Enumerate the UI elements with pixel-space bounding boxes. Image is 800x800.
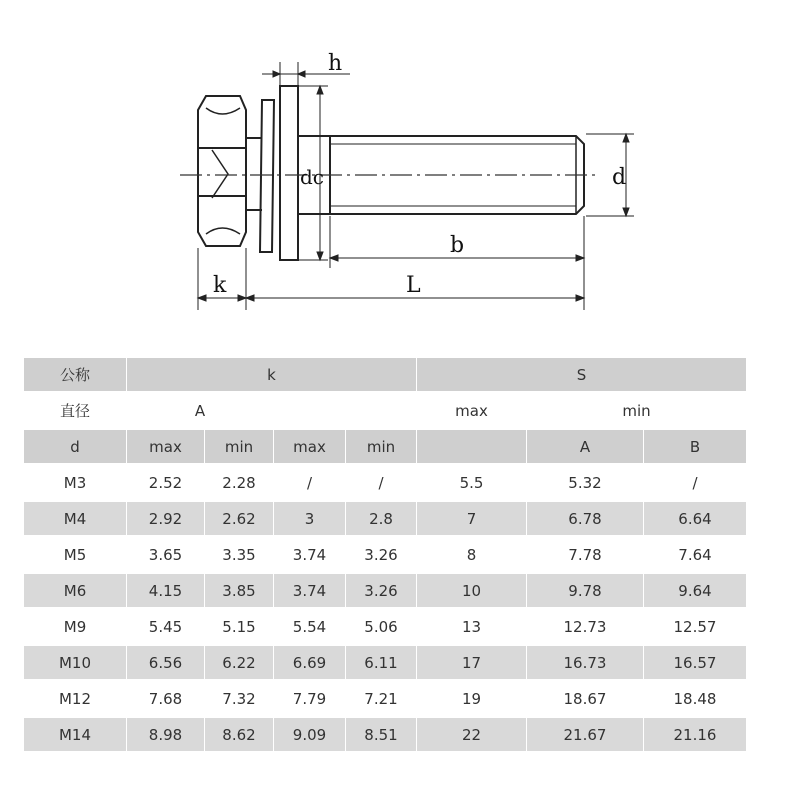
table-cell: 8.51 [346, 718, 417, 751]
table-cell: 5.45 [127, 610, 205, 643]
d-arrow-top [623, 134, 629, 142]
header-s-min: min [527, 394, 746, 427]
table-cell: 21.16 [644, 718, 746, 751]
table-row [24, 466, 746, 499]
table-cell: 8 [417, 538, 527, 571]
table-cell: 13 [417, 610, 527, 643]
dc-arrow-top [317, 86, 323, 94]
header-ka-min: min [205, 430, 274, 463]
label-d: d [612, 165, 627, 190]
table-cell: 16.73 [527, 646, 644, 679]
table-cell: 6.69 [274, 646, 346, 679]
table-cell: 8.98 [127, 718, 205, 751]
h-arrow-left [273, 71, 280, 77]
row-size-cell: M4 [24, 502, 127, 535]
label-dc: dc [300, 165, 325, 189]
table-cell: 2.8 [346, 502, 417, 535]
table-cell: 3.65 [127, 538, 205, 571]
table-cell: 3 [274, 502, 346, 535]
row-size-cell: M5 [24, 538, 127, 571]
table-row [24, 502, 746, 535]
table-cell: 3.74 [274, 574, 346, 607]
header-k: k [127, 358, 417, 391]
table-cell: 22 [417, 718, 527, 751]
table-cell: 5.06 [346, 610, 417, 643]
table-cell: 3.26 [346, 538, 417, 571]
table-cell: 9.64 [644, 574, 746, 607]
spring-washer [260, 100, 274, 252]
table-row [24, 610, 746, 643]
header-k-b [274, 394, 417, 427]
h-arrow-right [298, 71, 305, 77]
header-diameter: 直径 [24, 394, 127, 427]
table-row [24, 646, 746, 679]
table-cell: 5.5 [417, 466, 527, 499]
header-nominal: 公称 [24, 358, 127, 391]
table-cell: 6.56 [127, 646, 205, 679]
table-row [24, 718, 746, 751]
header-k-a: A [127, 394, 274, 427]
table-cell: 6.78 [527, 502, 644, 535]
table-cell: 2.62 [205, 502, 274, 535]
row-size-cell: M14 [24, 718, 127, 751]
table-cell: 7 [417, 502, 527, 535]
table-cell: / [274, 466, 346, 499]
table-row [24, 574, 746, 607]
table-cell: 5.54 [274, 610, 346, 643]
table-cell: 2.92 [127, 502, 205, 535]
hex-head [198, 96, 246, 246]
bolt-outline [198, 86, 584, 260]
table-cell: 2.28 [205, 466, 274, 499]
row-size-cell: M9 [24, 610, 127, 643]
row-size-cell: M10 [24, 646, 127, 679]
header-s-min-a: A [527, 430, 644, 463]
L-arrow-right [576, 295, 584, 301]
table-cell: 2.52 [127, 466, 205, 499]
table-cell: 5.15 [205, 610, 274, 643]
table-cell: 5.32 [527, 466, 644, 499]
table-cell: 4.15 [127, 574, 205, 607]
table-cell: / [346, 466, 417, 499]
hex-top-arc [206, 108, 240, 114]
table-cell: 10 [417, 574, 527, 607]
table-cell: 17 [417, 646, 527, 679]
table-cell: 21.67 [527, 718, 644, 751]
k-arrow-left [198, 295, 206, 301]
header-s: S [417, 358, 746, 391]
table-cell: 6.11 [346, 646, 417, 679]
header-s-min-b: B [644, 430, 746, 463]
table-cell: 9.78 [527, 574, 644, 607]
d-arrow-bottom [623, 208, 629, 216]
header-kb-max: max [274, 430, 346, 463]
dc-arrow-bottom [317, 252, 323, 260]
table-cell: 16.57 [644, 646, 746, 679]
b-arrow-left [330, 255, 338, 261]
table-cell: 7.68 [127, 682, 205, 715]
header-kb-min: min [346, 430, 417, 463]
label-L: L [406, 273, 421, 298]
table-cell: 19 [417, 682, 527, 715]
table-cell: 3.85 [205, 574, 274, 607]
header-row-3 [24, 430, 746, 463]
row-size-cell: M12 [24, 682, 127, 715]
header-ka-max: max [127, 430, 205, 463]
table-cell: 18.67 [527, 682, 644, 715]
L-arrow-left [246, 295, 254, 301]
row-size-cell: M3 [24, 466, 127, 499]
label-k: k [213, 273, 227, 298]
hex-chamfer [212, 150, 228, 198]
table-cell: 12.73 [527, 610, 644, 643]
header-row-2 [24, 394, 746, 427]
table-cell: 7.21 [346, 682, 417, 715]
table-cell: 3.26 [346, 574, 417, 607]
table-cell: 7.78 [527, 538, 644, 571]
table-cell: / [644, 466, 746, 499]
table-body [24, 466, 746, 751]
row-size-cell: M6 [24, 574, 127, 607]
table-row [24, 682, 746, 715]
table-cell: 3.74 [274, 538, 346, 571]
table-cell: 6.22 [205, 646, 274, 679]
table-cell: 12.57 [644, 610, 746, 643]
bolt-diagram [0, 0, 800, 340]
table-cell: 7.79 [274, 682, 346, 715]
hex-bottom-arc [206, 228, 240, 234]
header-s-max: max [417, 394, 527, 427]
table-cell: 9.09 [274, 718, 346, 751]
table-cell: 7.32 [205, 682, 274, 715]
table-cell: 18.48 [644, 682, 746, 715]
flat-washer [280, 86, 298, 260]
b-arrow-right [576, 255, 584, 261]
table-cell: 7.64 [644, 538, 746, 571]
table-cell: 6.64 [644, 502, 746, 535]
header-d: d [24, 430, 127, 463]
label-b: b [450, 233, 465, 258]
header-s-max-blank [417, 430, 527, 463]
table-cell: 3.35 [205, 538, 274, 571]
label-h: h [328, 51, 343, 76]
table-row [24, 538, 746, 571]
spec-table [24, 355, 746, 754]
table-cell: 8.62 [205, 718, 274, 751]
header-row-1 [24, 358, 746, 391]
